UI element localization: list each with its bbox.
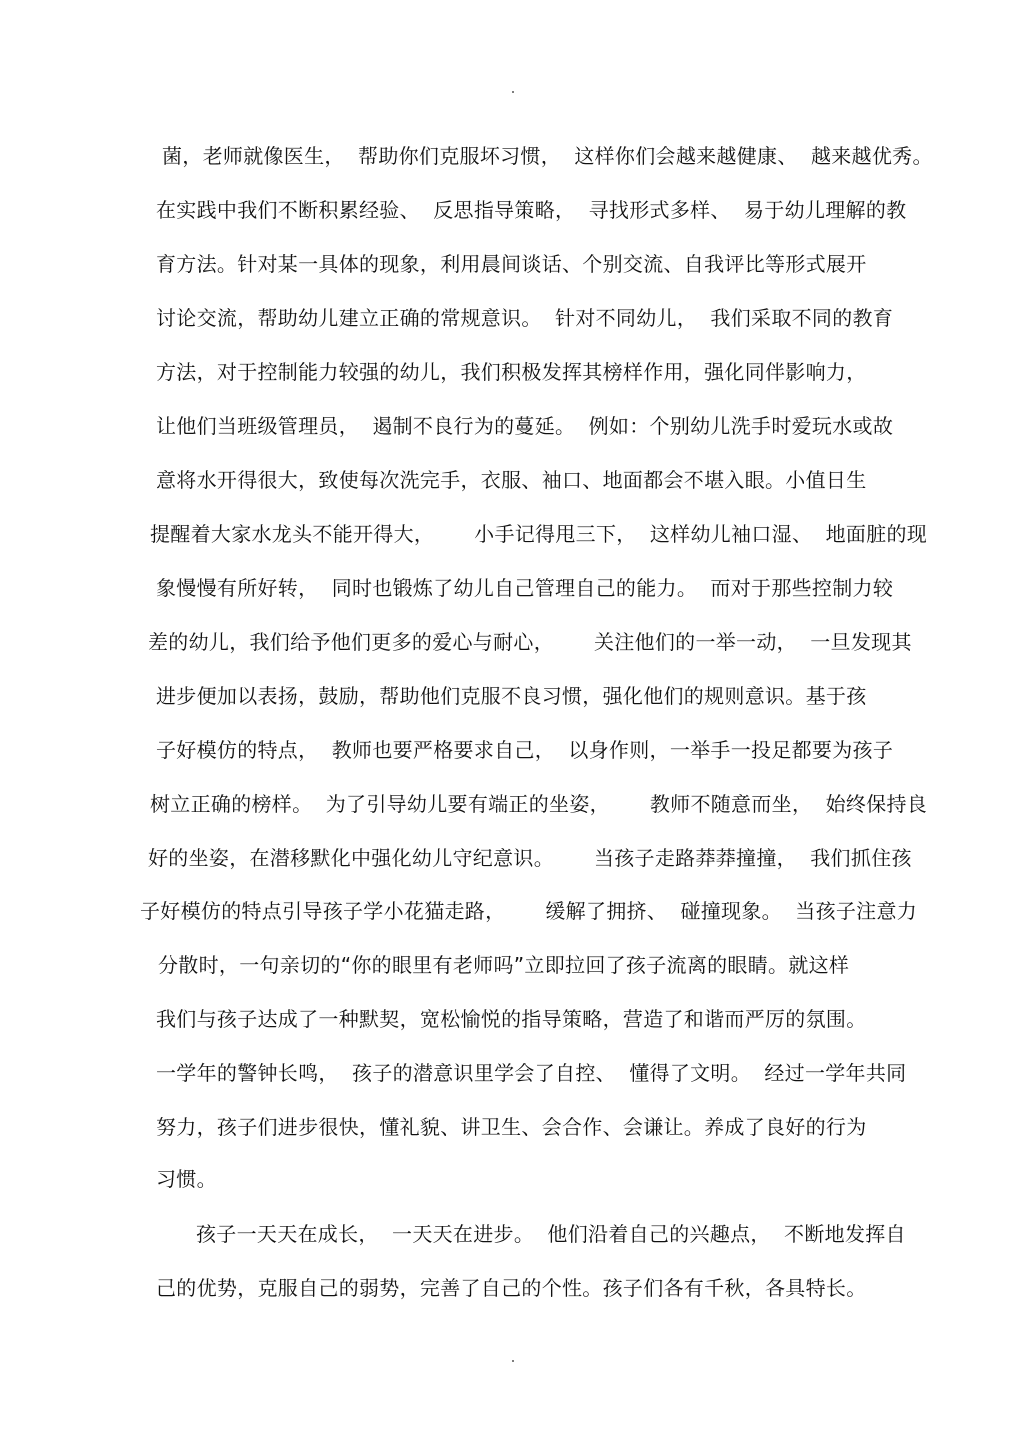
text-line-13: 树立正确的榜样。 为了引导幼儿要有端正的坐姿， 教师不随意而坐， 始终保持良 (150, 792, 928, 816)
text-line-2: 在实践中我们不断积累经验、 反思指导策略， 寻找形式多样、 易于幼儿理解的教 (156, 198, 907, 222)
text-line-22: 己的优势，克服自己的弱势，完善了自己的个性。孩子们各有千秋，各具特长。 (156, 1276, 867, 1300)
text-line-19: 努力，孩子们进步很快，懂礼貌、讲卫生、会合作、会谦让。养成了良好的行为 (156, 1115, 867, 1139)
text-line-7: 意将水开得很大，致使每次洗完手，衣服、袖口、地面都会不堪入眼。小值日生 (156, 468, 867, 492)
text-line-1: 菌，老师就像医生， 帮助你们克服坏习惯， 这样你们会越来越健康、 越来越优秀。 (162, 144, 933, 168)
text-line-12: 子好模仿的特点， 教师也要严格要求自己， 以身作则，一举手一投足都要为孩子 (156, 738, 894, 762)
text-line-18: 一学年的警钟长鸣， 孩子的潜意识里学会了自控、 懂得了文明。 经过一学年共同 (156, 1061, 907, 1085)
text-line-17: 我们与孩子达成了一种默契，宽松愉悦的指导策略，营造了和谐而严厉的氛围。 (156, 1007, 867, 1031)
text-line-4: 讨论交流，帮助幼儿建立正确的常规意识。 针对不同幼儿， 我们采取不同的教育 (156, 306, 894, 330)
text-line-15: 子好模仿的特点引导孩子学小花猫走路， 缓解了拥挤、 碰撞现象。 当孩子注意力 (140, 899, 918, 923)
header-mark (512, 91, 514, 93)
text-line-11: 进步便加以表扬，鼓励，帮助他们克服不良习惯，强化他们的规则意识。基于孩 (156, 684, 867, 708)
text-line-16: 分散时，一句亲切的“你的眼里有老师吗”立即拉回了孩子流离的眼睛。就这样 (158, 953, 850, 977)
text-line-3: 育方法。针对某一具体的现象，利用晨间谈话、个别交流、自我评比等形式展开 (156, 252, 867, 276)
text-line-14: 好的坐姿，在潜移默化中强化幼儿守纪意识。 当孩子走路莽莽撞撞， 我们抓住孩 (148, 846, 912, 870)
text-line-10: 差的幼儿，我们给予他们更多的爱心与耐心， 关注他们的一举一动， 一旦发现其 (148, 630, 912, 654)
text-line-8: 提醒着大家水龙头不能开得大， 小手记得甩三下， 这样幼儿袖口湿、 地面脏的现 (150, 522, 928, 546)
text-line-20: 习惯。 (156, 1167, 217, 1191)
text-line-5: 方法，对于控制能力较强的幼儿，我们积极发挥其榜样作用，强化同伴影响力， (156, 360, 867, 384)
text-line-21: 孩子一天天在成长， 一天天在进步。 他们沿着自己的兴趣点， 不断地发挥自 (196, 1222, 906, 1246)
text-line-9: 象慢慢有所好转， 同时也锻炼了幼儿自己管理自己的能力。 而对于那些控制力较 (156, 576, 894, 600)
footer-mark (512, 1360, 514, 1362)
text-line-6: 让他们当班级管理员， 遏制不良行为的蔓延。 例如：个别幼儿洗手时爱玩水或故 (156, 414, 894, 438)
